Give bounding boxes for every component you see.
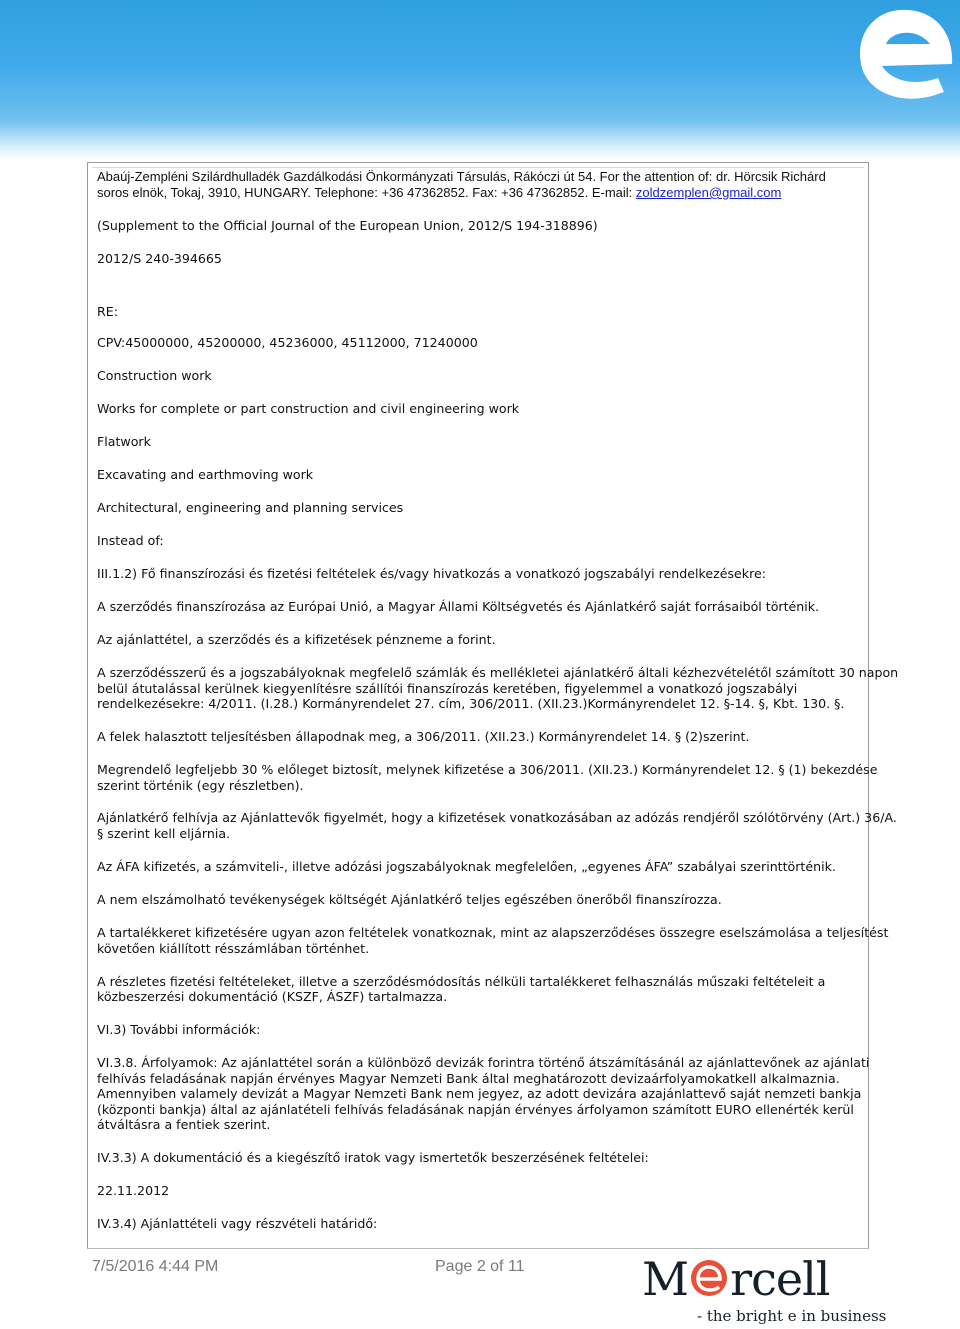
cpv-item: Works for complete or part construction and civil engineering work xyxy=(97,401,520,416)
paragraph-line: A tartalékkeret kifizetésére ugyan azon feltételek vonatkoznak, mint az alapszerződéses összegre eselszámolása a teljesítést xyxy=(97,925,889,940)
paragraph-line: szerint történik (egy részletben). xyxy=(97,778,304,793)
brand-letter-m: M xyxy=(642,1252,689,1306)
notice-number: 2012/S 240-394665 xyxy=(97,251,222,266)
contact-line-2 xyxy=(97,185,862,201)
section-heading-iv-3-4: IV.3.4) Ajánlattételi vagy részvételi határidő: xyxy=(97,1216,378,1231)
paragraph: A nem elszámolható tevékenységek költségét Ajánlatkérő teljes egészében önerőből finanszírozza. xyxy=(97,892,722,907)
paragraph-line: követően kiállított résszámlában történhet. xyxy=(97,941,370,956)
section-heading-iii-1-2: III.1.2) Fő finanszírozási és fizetési feltételek és/vagy hivatkozás a vonatkozó jogszabályi rendelkezésekre: xyxy=(97,566,766,581)
paragraph-line: A szerződésszerű és a jogszabályoknak megfelelő számlák és mellékletei ajánlatkérő általi kézhezvételétől számított 30 napon xyxy=(97,665,899,680)
paragraph-line: (központi bankja) által az ajánlatételi felhívás feladásának napján érvényes árfolyamon számított EURO ellenérték kerül xyxy=(97,1102,854,1117)
re-label: RE: xyxy=(97,304,118,319)
header-band xyxy=(0,0,960,160)
brand-logo xyxy=(642,1250,887,1329)
paragraph: Az ajánlattétel, a szerződés és a kifizetések pénzneme a forint. xyxy=(97,632,496,647)
paragraph-line: § szerint kell eljárnia. xyxy=(97,826,231,841)
instead-of-label: Instead of: xyxy=(97,533,164,548)
section-heading-vi-3: VI.3) További információk: xyxy=(97,1022,261,1037)
paragraph-line: Amennyiben valamely devizát a Magyar Nemzeti Bank nem jegyez, az adott devizára azajánlattevő saját nemzeti bankja xyxy=(97,1086,862,1101)
cpv-item: Architectural, engineering and planning services xyxy=(97,500,404,515)
cpv-item: Construction work xyxy=(97,368,212,383)
cpv-item: Flatwork xyxy=(97,434,151,449)
orcell-e-logo-icon xyxy=(689,1258,729,1298)
supplement-reference: (Supplement to the Official Journal of the European Union, 2012/S 194-318896) xyxy=(97,218,598,233)
paragraph: A szerződés finanszírozása az Európai Unió, a Magyar Állami Költségvetés és Ajánlatkérő saját forrásaiból történik. xyxy=(97,599,820,614)
footer-page-number: Page 2 of 11 xyxy=(435,1258,525,1275)
footer-timestamp: 7/5/2016 4:44 PM xyxy=(92,1258,219,1275)
paragraph: Az ÁFA kifizetés, a számviteli-, illetve adózási jogszabályoknak megfelelően, „egyenes ÁFA” szabályai szerinttörténik. xyxy=(97,859,836,874)
paragraph-line: A részletes fizetési feltételeket, illetve a szerződésmódosítás nélküli tartalékkeret felhasználás műszaki feltételeit a xyxy=(97,974,826,989)
section-heading-iv-3-3: IV.3.3) A dokumentáció és a kiegészítő iratok vagy ismertetők beszerzésének feltételei: xyxy=(97,1150,649,1165)
paragraph-line: Megrendelő legfeljebb 30 % előleget biztosít, melynek kifizetése a 306/2011. (XII.23.) Kormányrendelet 12. § (1) bekezdése xyxy=(97,762,878,777)
paragraph-line: átváltásra a fentiek szerint. xyxy=(97,1117,271,1132)
email-link[interactable]: zoldzemplen@gmail.com xyxy=(635,185,782,200)
brand-tagline: - the bright e in business xyxy=(697,1307,887,1325)
paragraph-line: felhívás feladásának napján érvényes Magyar Nemzeti Bank által meghatározott devizaárfolyamokatkell alkalmaznia. xyxy=(97,1071,840,1086)
cpv-item: Excavating and earthmoving work xyxy=(97,467,314,482)
cpv-codes: CPV:45000000, 45200000, 45236000, 45112000, 71240000 xyxy=(97,335,478,350)
document-top-rule xyxy=(92,167,864,168)
paragraph-line: Ajánlatkérő felhívja az Ajánlattevők figyelmét, hogy a kifizetések vonatkozásában az adózás rendjéről szólótörvény (Art.) 36/A. xyxy=(97,810,897,825)
paragraph: A felek halasztott teljesítésben állapodnak meg, a 306/2011. (XII.23.) Kormányrendelet 14. § (2)szerint. xyxy=(97,729,750,744)
brand-wordmark xyxy=(642,1250,830,1308)
paragraph-line: belül átutalással kerülnek kiegyenlítésre szállítói finanszírozás keretében, figyelemmel a vonatkozó jogszabályi xyxy=(97,681,798,696)
paragraph-line: rendelkezésekre: 4/2011. (I.28.) Kormányrendelet 27. cím, 306/2011. (XII.23.)Kormányrendelet 12. §-14. §, Kbt. 130. §. xyxy=(97,696,845,711)
contact-line-1: Abaúj-Zempléni Szilárdhulladék Gazdálkodási Önkormányzati Társulás, Rákóczi út 54. For the attention of: dr. Hörcsik Richárd xyxy=(97,169,826,184)
paragraph-line: közbeszerzési dokumentáció (KSZF, ÁSZF) tartalmazza. xyxy=(97,989,448,1004)
footer-rule xyxy=(87,1248,869,1249)
brand-letters-rcell: rcell xyxy=(730,1252,830,1306)
orcell-e-logo-icon xyxy=(840,0,960,110)
paragraph-line: VI.3.8. Árfolyamok: Az ajánlattétel során a különböző devizák forintra történő átszámításánál az ajánlattevőnek az ajánlati xyxy=(97,1055,870,1070)
date-value: 22.11.2012 xyxy=(97,1183,170,1198)
contact-line-2-text: soros elnök, Tokaj, 3910, HUNGARY. Telephone: +36 47362852. Fax: +36 47362852. E-mail: xyxy=(97,185,636,200)
